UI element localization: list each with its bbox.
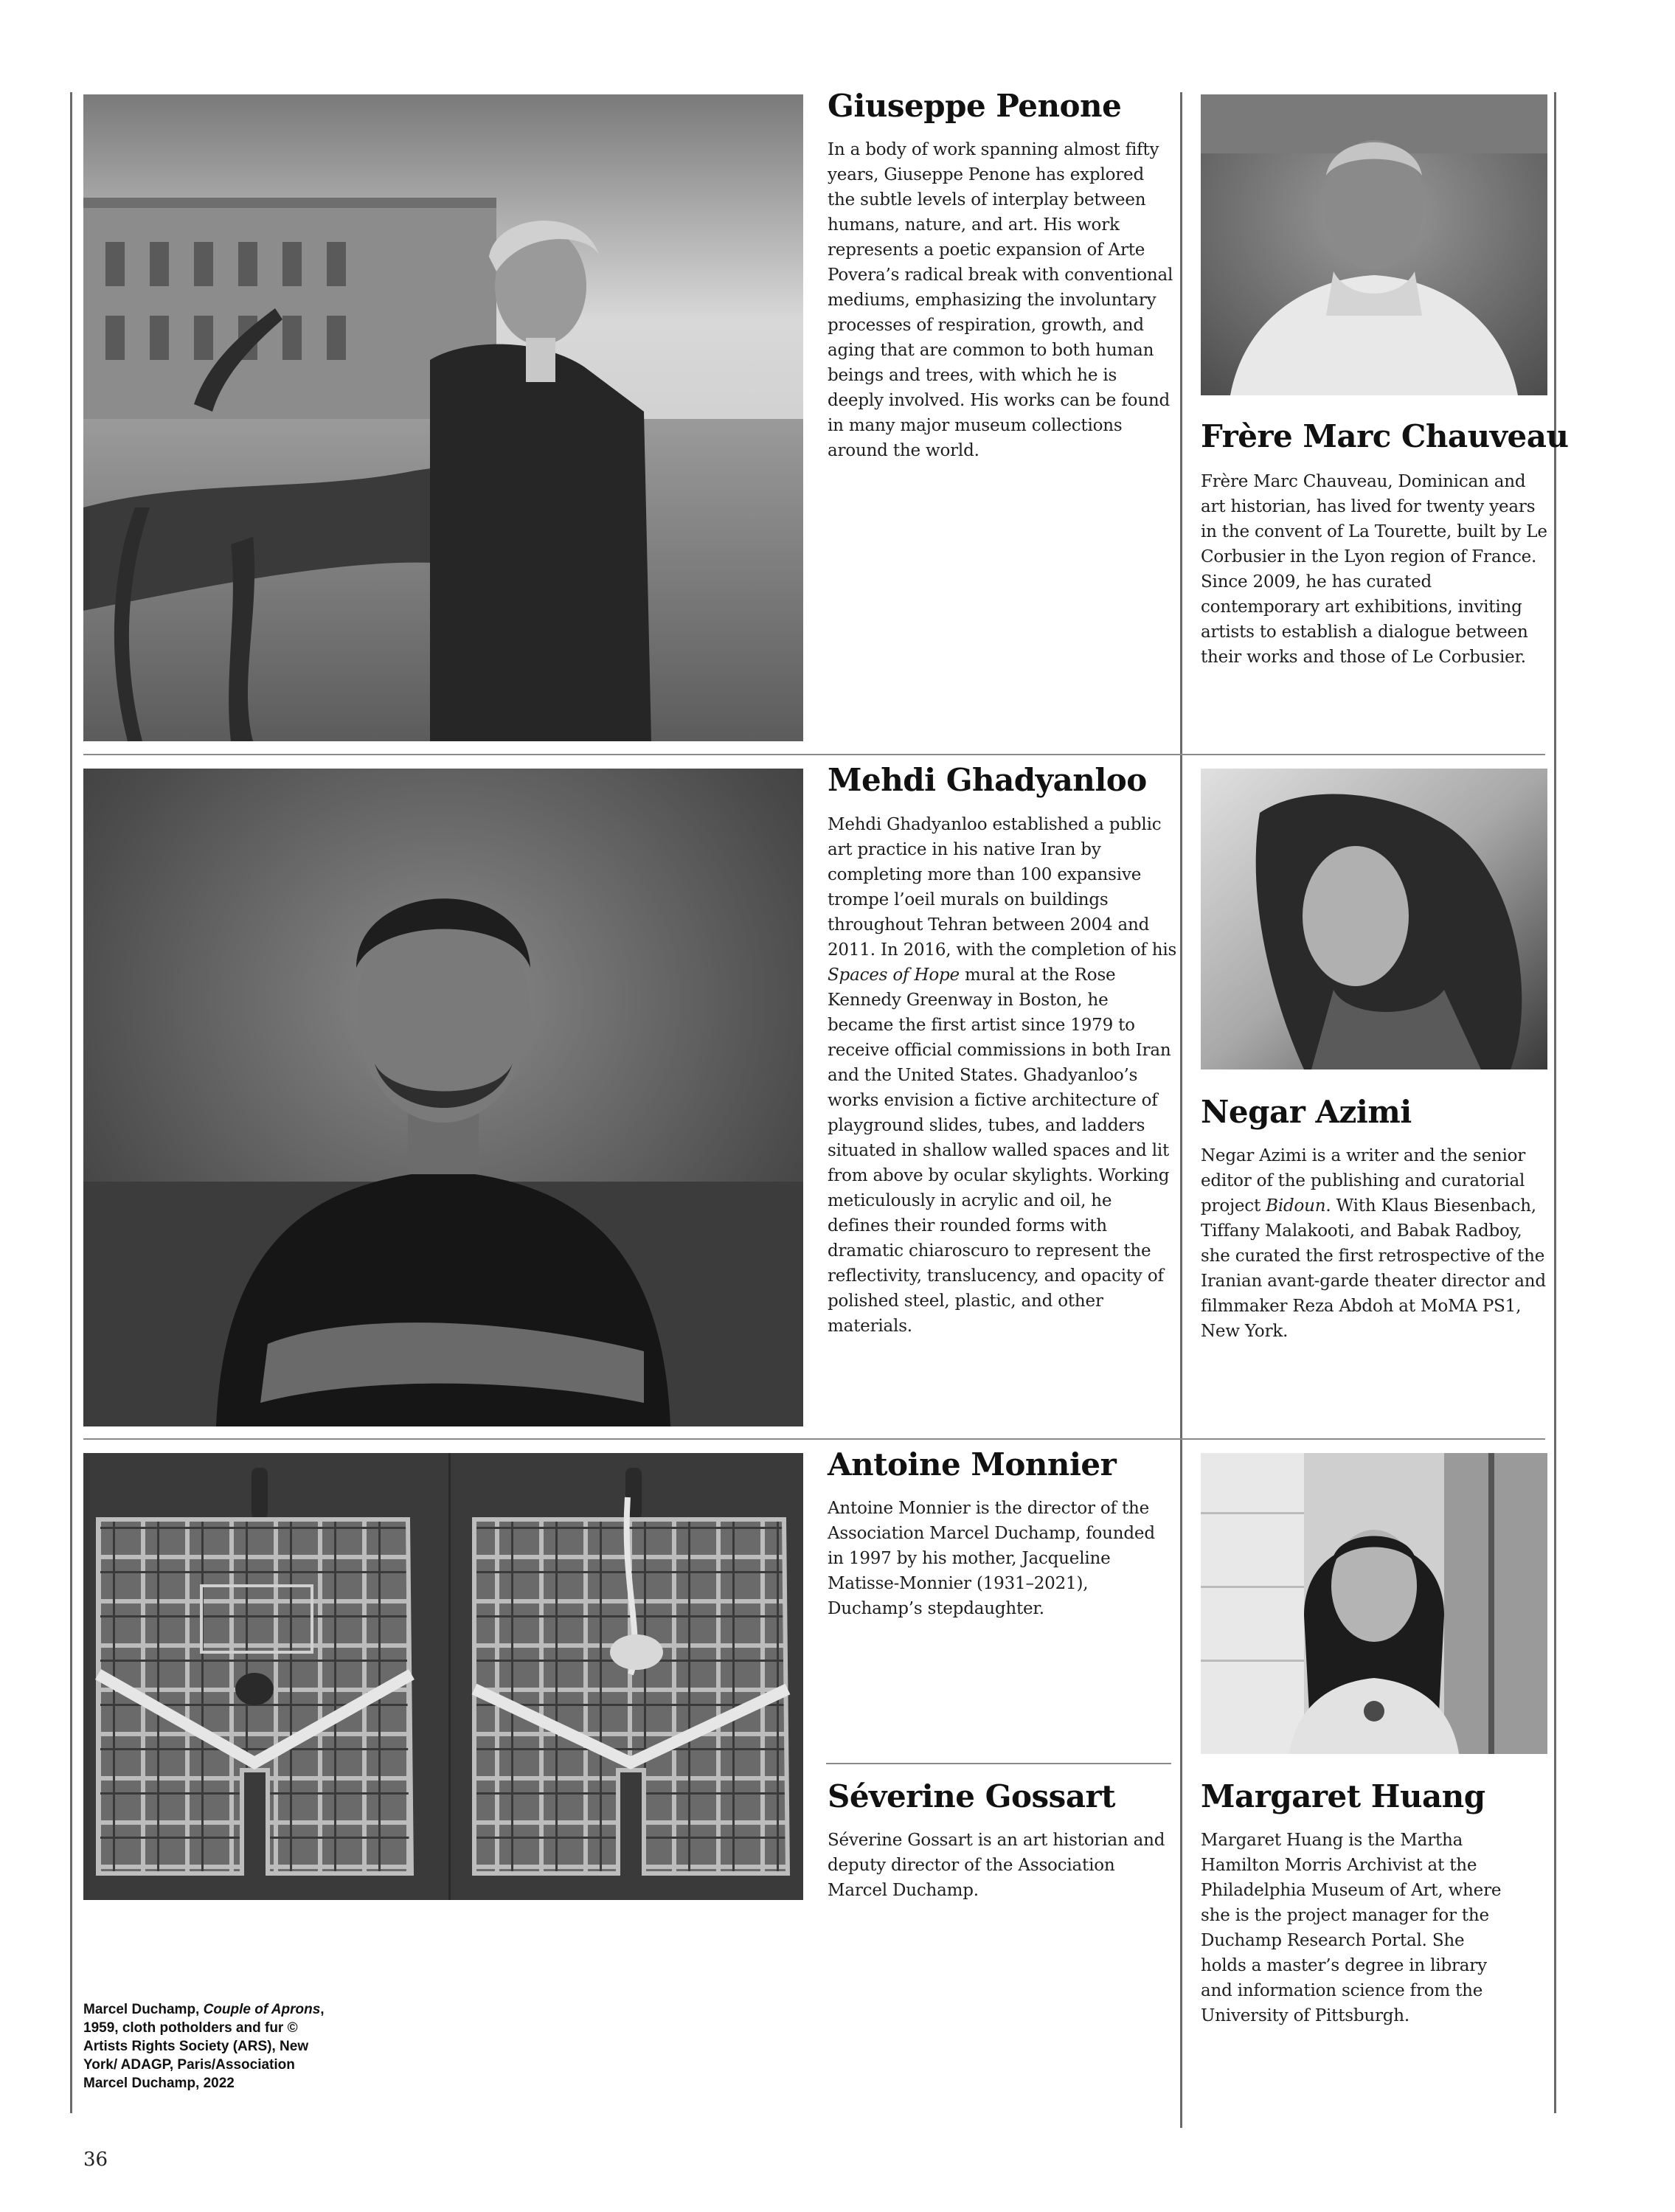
row-divider-2: [83, 1438, 1545, 1440]
aprons-photo: [83, 1453, 803, 1900]
aprons-caption: [83, 2000, 327, 2093]
azimi-bio: [1201, 1143, 1552, 1344]
gossart-divider: [826, 1763, 1171, 1764]
chauveau-name: Frère Marc Chauveau: [1201, 418, 1569, 454]
huang-photo: [1201, 1453, 1547, 1754]
ghadyanloo-name: Mehdi Ghadyanloo: [828, 762, 1147, 798]
huang-bio: Margaret Huang is the Martha Hamilton Morris Archivist at the Philadelphia Museum of Art, where she is the project manager for the Duchamp Research Portal. She holds a master’s degree in library and information science from the University of Pittsburgh.: [1201, 1831, 1502, 2025]
monnier-name: Antoine Monnier: [828, 1446, 1117, 1483]
huang-name: Margaret Huang: [1201, 1778, 1485, 1814]
ghadyanloo-bio-artwork-title: Spaces of Hope: [828, 965, 960, 985]
caption-artwork-title: Couple of Aprons: [203, 2002, 321, 2017]
chauveau-bio: Frère Marc Chauveau, Dominican and art historian, has lived for twenty years in the convent of La Tourette, built by Le Corbusier in the Lyon region of France. Since 2009, he has curated contemporary art exhibitions, inviting artists to establish a dialogue between their works and those of Le Corbusier.: [1201, 472, 1547, 667]
page-number: 36: [83, 2149, 108, 2171]
azimi-name: Negar Azimi: [1201, 1094, 1412, 1130]
ghadyanloo-photo: [83, 769, 803, 1426]
penone-bio: In a body of work spanning almost fifty years, Giuseppe Penone has explored the subtle levels of interplay between humans, nature, and art. His work represents a poetic expansion of Arte Povera’s radical break with conventional mediums, emphasizing the involuntary processes of respiration, growth, and aging that are common to both human beings and trees, with which he is deeply involved. His works can be found in many major museum collections around the world.: [828, 140, 1173, 460]
caption-artist: Marcel Duchamp,: [83, 2002, 204, 2017]
penone-photo: [83, 94, 803, 741]
azimi-photo: [1201, 769, 1547, 1069]
gossart-name: Séverine Gossart: [828, 1778, 1116, 1814]
ghadyanloo-bio: [828, 812, 1177, 1339]
gossart-bio: Séverine Gossart is an art historian and deputy director of the Association Marcel Duchamp.: [828, 1831, 1165, 1900]
left-rule: [70, 92, 72, 2113]
ghadyanloo-bio-part-2: mural at the Rose Kennedy Greenway in Boston, he became the first artist since 1979 to receive official commissions in both Iran and the United States. Ghadyanloo’s works envision a fictive architecture of playground slides, tubes, and ladders situated in shallow walled spaces and lit from above by ocular skylights. Working meticulously in acrylic and oil, he defines their rounded forms with dramatic chiaroscuro to represent the reflectivity, translucency, and opacity of polished steel, plastic, and other materials.: [828, 965, 1171, 1336]
ghadyanloo-bio-part-1: Mehdi Ghadyanloo established a public art practice in his native Iran by completing more than 100 expansive trompe l’oeil murals on buildings throughout Tehran between 2004 and 2011. In 2016, with the completion of his: [828, 815, 1177, 960]
chauveau-photo: [1201, 94, 1547, 395]
azimi-bio-publication-title: Bidoun: [1266, 1196, 1326, 1216]
monnier-bio: Antoine Monnier is the director of the Association Marcel Duchamp, founded in 1997 by his mother, Jacqueline Matisse-Monnier (1931–2021), Duchamp’s stepdaughter.: [828, 1499, 1155, 1618]
caption-details: , 1959, cloth potholders and fur © Artists Rights Society (ARS), New York/ ADAGP, Paris/Association Marcel Duchamp, 2022: [83, 2002, 325, 2091]
middle-rule: [1180, 92, 1182, 2128]
azimi-bio-part-2: . With Klaus Biesenbach, Tiffany Malakooti, and Babak Radboy, she curated the first retrospective of the Iranian avant-garde theater director and filmmaker Reza Abdoh at MoMA PS1, New York.: [1201, 1196, 1546, 1341]
azimi-bio-part-1: Negar Azimi is a writer and the senior editor of the publishing and curatorial project: [1201, 1146, 1526, 1216]
right-rule: [1554, 92, 1556, 2113]
row-divider-1: [83, 754, 1545, 755]
penone-name: Giuseppe Penone: [828, 88, 1122, 124]
